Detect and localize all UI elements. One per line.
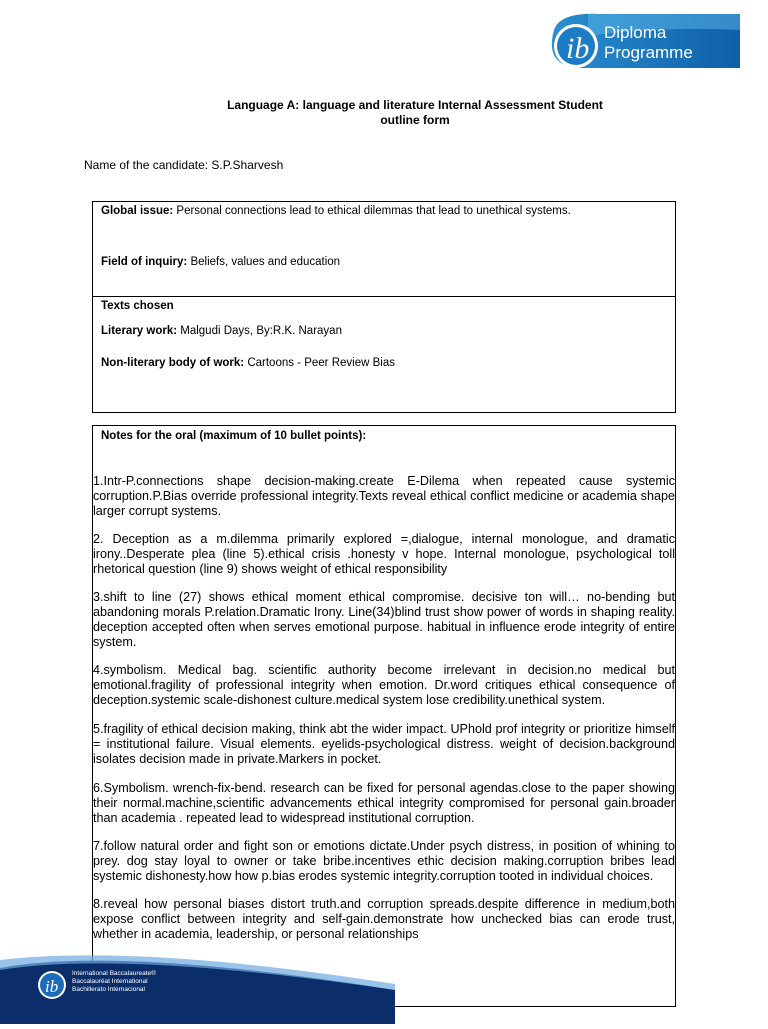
field-label: Field of inquiry: (101, 256, 188, 268)
note-item-3: 3.shift to line (27) shows ethical moment ethical compromise. decisive ton will… no-bending but abandoning morals P.relation.Dramatic Irony. Line(34)blind trust show power of words in shaping reality. deception accepted often when serves emotional purpose. habitual in influence erode integrity of entire system. (93, 590, 675, 649)
note-item-2: 2. Deception as a m.dilemma primarily explored =,dialogue, internal monologue, and dramatic irony..Desperate plea (line 5).ethical crisis .honesty v hope. Internal monologue, psychological toll rhetorical question (line 9) shows weight of ethical responsibility (93, 532, 675, 576)
nonliterary-value: Cartoons - Peer Review Bias (244, 357, 395, 369)
note-item-5: 5.fragility of ethical decision making, think abt the wider impact. UPhold prof integrity or prioritize himself = institutional failure. Visual elements. eyelids-psychological distress. weight of decision.background isolates decision made in private.Markers in pocket. (93, 722, 675, 766)
note-item-1: 1.Intr-P.connections shape decision-making.create E-Dilema when repeated cause systemic corruption.P.Bias override professional integrity.Texts reveal ethical conflict medicine or academia shape larger corrupt systems. (93, 474, 675, 518)
global-issue (101, 205, 571, 217)
literary-label: Literary work: (101, 325, 178, 337)
title-line-1: Language A: language and literature Internal Assessment Student (227, 98, 603, 112)
svg-text:ib: ib (45, 977, 59, 996)
nonliterary-label: Non-literary body of work: (101, 357, 245, 369)
literary-value: Malgudi Days, By:R.K. Narayan (177, 325, 342, 337)
footer-ib-banner (0, 950, 395, 1024)
title-line-2: outline form (380, 113, 450, 127)
notes-heading: Notes for the oral (maximum of 10 bullet points): (101, 430, 367, 442)
field-of-inquiry (101, 256, 340, 268)
section-divider (93, 296, 675, 297)
note-item-6: 6.Symbolism. wrench-fix-bend. research can be fixed for personal agendas.close to the paper showing their normal.machine,scientific advancements ethical integrity compromised for personal gain.broader than academia . repeated lead to widespread institutional corruption. (93, 781, 675, 825)
footer-line-2: Baccalauréat International (72, 978, 148, 985)
texts-chosen-heading: Texts chosen (101, 300, 174, 312)
note-item-8: 8.reveal how personal biases distort truth.and corruption spreads.despite difference in medium,both expose conflict between integrity and self-gain.demonstrate how unchecked bias can erode trust, whether in academia, leadership, or personal relationships (93, 897, 675, 941)
non-literary-work (101, 357, 395, 369)
ib-diploma-logo (540, 8, 745, 74)
footer-line-1: International Baccalaureate® (72, 970, 156, 977)
literary-work (101, 325, 342, 337)
notes-box (92, 425, 676, 1007)
global-issue-value: Personal connections lead to ethical dilemmas that lead to unethical systems. (173, 205, 571, 217)
document-title (150, 98, 680, 128)
candidate-name: Name of the candidate: S.P.Sharvesh (84, 158, 284, 172)
field-value: Beliefs, values and education (187, 256, 341, 268)
svg-text:ib: ib (566, 32, 590, 65)
note-item-4: 4.symbolism. Medical bag. scientific authority become irrelevant in decision.no medical but emotional.fragility of professional integrity when emotion. Dr.word critiques ethical consequence of deception.systemic scale-dishonest culture.medical system lose credibility.unethical system. (93, 663, 675, 707)
logo-diploma-text: Diploma (604, 23, 667, 42)
note-item-7: 7.follow natural order and fight son or emotions dictate.Under psych distress, in position of whining to prey. dog stay loyal to owner or take bribe.incentives ethic decision making.corruption bribes lead systemic dishonesty.how how p.bias erodes systemic integrity.corruption tooted in individual choices. (93, 839, 675, 883)
footer-line-3: Bachillerato Internacional (72, 986, 145, 993)
logo-programme-text: Programme (604, 43, 693, 62)
global-issue-label: Global issue: (101, 205, 174, 217)
overview-box (92, 201, 676, 413)
